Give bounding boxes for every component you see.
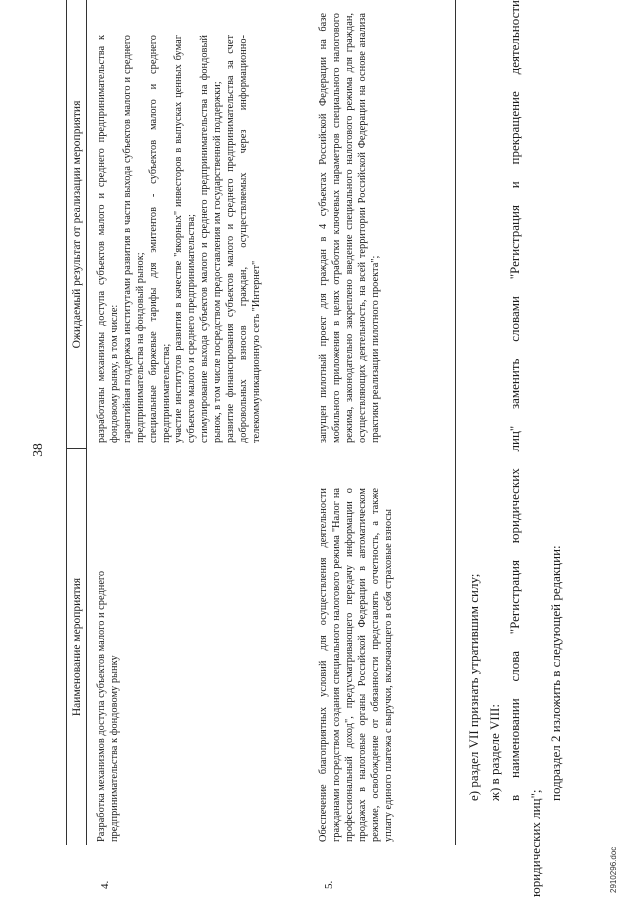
result-line: стимулирование выхода субъектов малого и среднего предпринимательства на фондовый рынок, в том числе посредством предоставления им государственной поддержки; (199, 35, 224, 443)
document-code: 2910296.doc (609, 846, 618, 893)
header-col-result: Ожидаемый результат от реализации мероприятия (71, 100, 83, 349)
result-line: разработаны механизмы доступа субъектов малого и среднего предпринимательства к фондовому рынку, в том числе: (96, 35, 120, 443)
table-top-border (66, 0, 67, 845)
clause-e: е) раздел VII признать утратившим силу; (466, 573, 481, 801)
result-line: гарантийная поддержка институтами развития в части выхода субъектов малого и среднего предпринимательства на фондовый рынок; (121, 35, 146, 443)
header-col-name: Наименование мероприятия (71, 577, 83, 717)
result-line: специальные биржевые тарифы для эмитентов - субъектов малого и среднего предпринимательства; (147, 35, 172, 443)
table-header-border (86, 0, 87, 845)
amendment-text (464, 0, 567, 897)
result-line: запущен пилотный проект для граждан в 4 субъектах Российской Федерации на базе мобильного приложения в целях отработки ключевых параметров специального налогового режима, законодательно закреплено введение специального налогового режима для граждан, осуществляющих деятельность, на всей территории Российской Федерации на основе анализа практики реализации пилотного проекта"; (318, 13, 381, 443)
clause-zh: ж) в разделе VIII: (486, 704, 502, 801)
row-number: 4. (99, 880, 111, 889)
page-number: 38 (30, 443, 45, 457)
table-bottom-border (455, 0, 456, 845)
row-expected-result (96, 35, 264, 443)
row-expected-result (318, 13, 383, 443)
clause-replace-line: в наименовании слова "Регистрация юридических лиц" заменить словами "Регистрация и прекращение деятельности (507, 0, 523, 801)
row-measure-name: Обеспечение благоприятных условий для осуществления деятельности гражданами посредством создания специального налогового режима "Налог на профессиональный доход", предусматривающего передачу информации о продажах в налоговые органы Российской Федерации в автоматическом режиме, освобождение от обязанности представлять отчетность, а также уплату единого платежа с выручки, включающего в себя страховые взносы (318, 488, 394, 842)
row-measure-name: Разработка механизмов доступа субъектов малого и среднего предпринимательства к фондовому рынку (96, 570, 120, 842)
result-line: развитие финансирования субъектов малого и среднего предпринимательства за счет добровольных взносов граждан, осуществляемых через информационно-телекоммуникационную сеть "Интернет" (225, 35, 262, 443)
row-number: 5. (323, 880, 335, 889)
clause-replace-line-end: юридических лиц"; (527, 789, 543, 897)
result-line: участие институтов развития в качестве "якорных" инвесторов в выпусках ценных бумаг субъектов малого и среднего предпринимательства; (173, 35, 198, 443)
clause-subsection: подраздел 2 изложить в следующей редакции: (548, 545, 564, 801)
